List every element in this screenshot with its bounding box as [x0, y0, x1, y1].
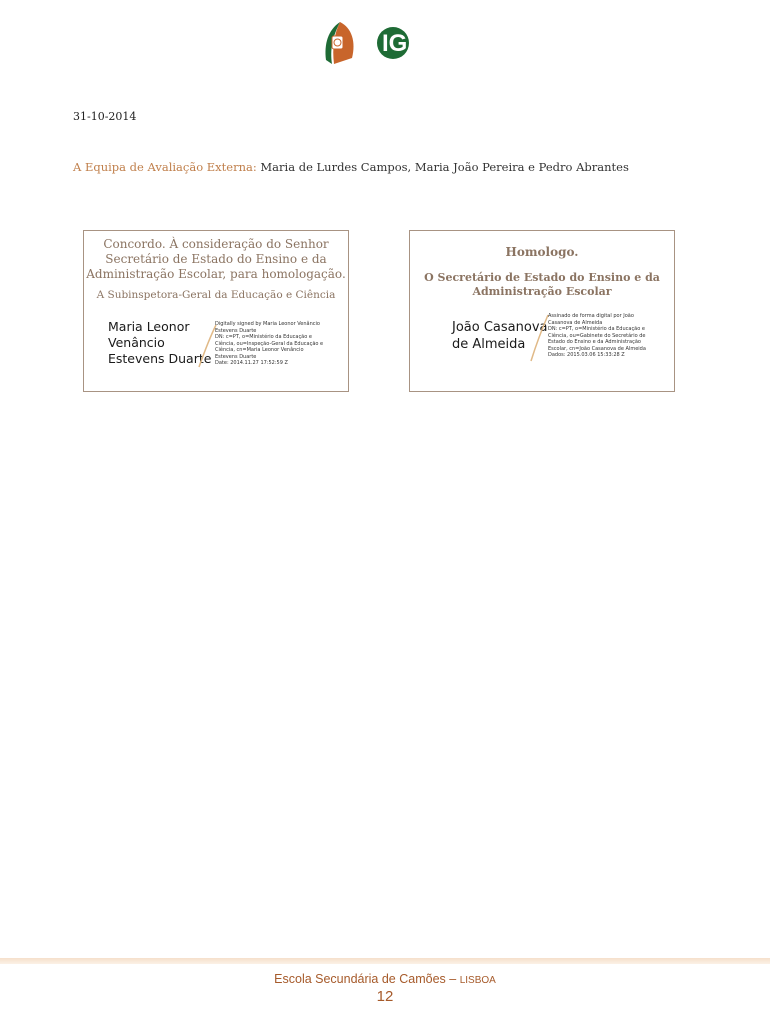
secretary-title-line: Administração Escolar — [472, 285, 612, 298]
signature-detail-line: Date: 2014.11.27 17:52:59 Z — [215, 360, 288, 366]
team-label: A Equipa de Avaliação Externa: — [73, 160, 257, 174]
signature-detail-line: Estevens Duarte — [215, 327, 257, 334]
page-number: 12 — [376, 988, 394, 1005]
header-logos — [322, 20, 462, 66]
signature-name-line: Venâncio — [108, 335, 165, 350]
signature-name-line: Maria Leonor — [108, 319, 190, 334]
signature-detail-line: Ciência, ou=Gabinete do Secretário de — [548, 332, 646, 339]
secretary-title-line: O Secretário de Estado do Ensino e da — [424, 271, 660, 284]
signature-detail-line: Dados: 2015.03.06 15:33:28 Z — [548, 352, 625, 358]
approval-text-line: Secretário de Estado do Ensino e da — [105, 252, 327, 266]
approval-text-line: Concordo. À consideração do Senhor — [103, 237, 329, 251]
signature-detail-line: DN: c=PT, o=Ministério da Educação e — [548, 326, 645, 332]
signature-name-line: João Casanova — [452, 320, 548, 335]
approval-text-line: Administração Escolar, para homologação. — [86, 267, 346, 281]
homologation-heading: Homologo. — [505, 245, 579, 259]
signature-detail-line: Assinado de forma digital por João — [548, 313, 634, 319]
evaluation-team — [73, 160, 629, 174]
secretary-title — [410, 271, 674, 299]
government-leaf-logo-icon — [322, 20, 358, 66]
subinspector-approval-box — [83, 230, 349, 392]
school-city: LISBOA — [459, 975, 496, 986]
signature-detail-line: Estevens Duarte — [215, 353, 257, 360]
digital-signature-details — [548, 313, 668, 359]
signer-title: A Subinspetora-Geral da Educação e Ciência — [96, 289, 336, 301]
signature-detail-line: DN: c=PT, o=Ministério da Educação e — [215, 334, 312, 340]
signature-detail-line: Casanova de Almeida — [548, 319, 603, 326]
footer-school-name — [0, 972, 770, 986]
signature-detail-line: Ciência, cn=Maria Leonor Venâncio — [215, 347, 304, 353]
team-members: Maria de Lurdes Campos, Maria João Pereira e Pedro Abrantes — [260, 160, 629, 174]
signature-detail-line: Estado do Ensino e da Administração — [548, 339, 641, 345]
signature-detail-line: Escolar, cn=João Casanova de Almeida — [548, 345, 646, 352]
footer-divider — [0, 958, 770, 964]
digital-signature-details — [215, 321, 340, 367]
approval-text — [84, 237, 348, 282]
school-name: Escola Secundária de Camões – — [274, 972, 457, 986]
signature-name-line: Estevens Duarte — [108, 351, 212, 366]
igec-logo-text: IGEC — [382, 30, 441, 57]
document-date: 31-10-2014 — [73, 110, 137, 123]
secretary-homologation-box — [409, 230, 675, 392]
signature-name-line: de Almeida — [452, 337, 526, 352]
signature-detail-line: Digitally signed by Maria Leonor Venâncio — [215, 321, 320, 327]
igec-logo-icon — [376, 26, 462, 60]
signature-detail-line: Ciência, ou=Inspeção-Geral da Educação e — [215, 340, 324, 347]
